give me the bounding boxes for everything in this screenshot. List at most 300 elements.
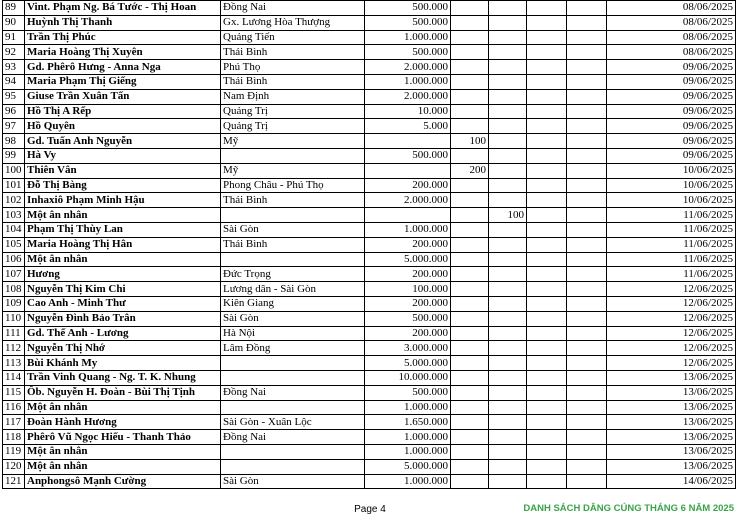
- donor-place: [221, 356, 365, 371]
- amount-col-4: [567, 356, 607, 371]
- amount-col-1: [451, 60, 489, 75]
- row-number: 94: [3, 74, 25, 89]
- amount-col-4: [567, 15, 607, 30]
- amount-vnd: 3.000.000: [365, 341, 451, 356]
- donation-date: 11/06/2025: [607, 252, 736, 267]
- donation-date: 11/06/2025: [607, 222, 736, 237]
- donor-name: Inhaxiô Phạm Minh Hậu: [25, 193, 221, 208]
- donation-date: 08/06/2025: [607, 45, 736, 60]
- donation-date: 11/06/2025: [607, 267, 736, 282]
- amount-vnd: 1.650.000: [365, 415, 451, 430]
- donor-name: Maria Hoàng Thị Hân: [25, 237, 221, 252]
- donation-date: 10/06/2025: [607, 193, 736, 208]
- amount-col-1: [451, 400, 489, 415]
- donor-place: Lương dân - Sài Gòn: [221, 282, 365, 297]
- donation-date: 12/06/2025: [607, 341, 736, 356]
- amount-col-4: [567, 282, 607, 297]
- amount-col-4: [567, 444, 607, 459]
- amount-col-2: [489, 119, 527, 134]
- donor-place: Mỹ: [221, 134, 365, 149]
- row-number: 95: [3, 89, 25, 104]
- amount-vnd: 5.000: [365, 119, 451, 134]
- amount-vnd: 1.000.000: [365, 444, 451, 459]
- amount-col-2: [489, 252, 527, 267]
- donation-date: 12/06/2025: [607, 326, 736, 341]
- amount-col-3: [527, 415, 567, 430]
- amount-vnd: 5.000.000: [365, 356, 451, 371]
- amount-vnd: 10.000: [365, 104, 451, 119]
- amount-col-3: [527, 430, 567, 445]
- row-number: 121: [3, 474, 25, 489]
- donor-place: Đồng Nai: [221, 385, 365, 400]
- amount-col-4: [567, 326, 607, 341]
- amount-col-3: [527, 74, 567, 89]
- donor-place: Quảng Trị: [221, 119, 365, 134]
- amount-col-2: [489, 104, 527, 119]
- donation-table-wrapper: [2, 0, 736, 489]
- amount-col-4: [567, 30, 607, 45]
- row-number: 99: [3, 148, 25, 163]
- donor-name: Maria Hoàng Thị Xuyên: [25, 45, 221, 60]
- donation-date: 09/06/2025: [607, 148, 736, 163]
- row-number: 102: [3, 193, 25, 208]
- amount-col-3: [527, 459, 567, 474]
- row-number: 109: [3, 296, 25, 311]
- donation-date: 14/06/2025: [607, 474, 736, 489]
- donor-place: Thái Bình: [221, 45, 365, 60]
- amount-vnd: 500.000: [365, 15, 451, 30]
- amount-col-1: 100: [451, 134, 489, 149]
- amount-col-4: [567, 267, 607, 282]
- amount-col-3: [527, 89, 567, 104]
- amount-col-1: [451, 30, 489, 45]
- amount-col-1: [451, 89, 489, 104]
- table-row: [3, 459, 736, 474]
- amount-vnd: 1.000.000: [365, 74, 451, 89]
- amount-col-1: [451, 178, 489, 193]
- table-row: [3, 237, 736, 252]
- table-row: [3, 252, 736, 267]
- table-row: [3, 148, 736, 163]
- amount-col-3: [527, 400, 567, 415]
- amount-vnd: [365, 163, 451, 178]
- table-row: [3, 119, 736, 134]
- donor-name: Thiên Vân: [25, 163, 221, 178]
- amount-vnd: 500.000: [365, 385, 451, 400]
- amount-vnd: 500.000: [365, 148, 451, 163]
- amount-col-2: [489, 89, 527, 104]
- amount-col-4: [567, 341, 607, 356]
- donor-name: Bùi Khánh My: [25, 356, 221, 371]
- row-number: 100: [3, 163, 25, 178]
- donor-place: Đồng Nai: [221, 430, 365, 445]
- amount-col-3: [527, 104, 567, 119]
- amount-col-3: [527, 134, 567, 149]
- donation-date: 13/06/2025: [607, 444, 736, 459]
- amount-col-4: [567, 430, 607, 445]
- amount-vnd: 1.000.000: [365, 30, 451, 45]
- row-number: 106: [3, 252, 25, 267]
- amount-col-2: [489, 444, 527, 459]
- table-row: [3, 222, 736, 237]
- donor-name: Trần Vinh Quang - Ng. T. K. Nhung: [25, 370, 221, 385]
- amount-col-4: [567, 459, 607, 474]
- amount-col-2: [489, 30, 527, 45]
- donor-place: Hà Nội: [221, 326, 365, 341]
- donor-name: Hồ Thị A Rếp: [25, 104, 221, 119]
- amount-vnd: 1.000.000: [365, 400, 451, 415]
- amount-vnd: 200.000: [365, 178, 451, 193]
- table-row: [3, 282, 736, 297]
- amount-col-1: [451, 74, 489, 89]
- amount-col-1: [451, 1, 489, 16]
- amount-col-2: [489, 296, 527, 311]
- donation-date: 09/06/2025: [607, 119, 736, 134]
- amount-col-3: [527, 222, 567, 237]
- row-number: 117: [3, 415, 25, 430]
- table-row: [3, 400, 736, 415]
- amount-col-3: [527, 208, 567, 223]
- row-number: 98: [3, 134, 25, 149]
- amount-col-2: [489, 430, 527, 445]
- donor-name: Vint. Phạm Ng. Bá Tước - Thị Hoan: [25, 1, 221, 16]
- amount-col-2: [489, 267, 527, 282]
- table-row: [3, 341, 736, 356]
- amount-col-4: [567, 208, 607, 223]
- table-row: [3, 370, 736, 385]
- amount-col-1: [451, 296, 489, 311]
- row-number: 103: [3, 208, 25, 223]
- amount-col-1: 200: [451, 163, 489, 178]
- donation-date: 08/06/2025: [607, 15, 736, 30]
- table-row: [3, 60, 736, 75]
- donor-name: Hồ Quyên: [25, 119, 221, 134]
- row-number: 115: [3, 385, 25, 400]
- amount-col-4: [567, 1, 607, 16]
- donor-place: Đồng Nai: [221, 1, 365, 16]
- donor-name: Phạm Thị Thùy Lan: [25, 222, 221, 237]
- donation-date: 09/06/2025: [607, 89, 736, 104]
- amount-col-3: [527, 267, 567, 282]
- row-number: 116: [3, 400, 25, 415]
- table-row: [3, 474, 736, 489]
- amount-col-1: [451, 237, 489, 252]
- donor-name: Gd. Phêrô Hưng - Anna Nga: [25, 60, 221, 75]
- donation-date: 13/06/2025: [607, 385, 736, 400]
- amount-vnd: 200.000: [365, 267, 451, 282]
- amount-col-2: [489, 193, 527, 208]
- amount-vnd: 1.000.000: [365, 222, 451, 237]
- amount-col-4: [567, 385, 607, 400]
- amount-col-1: [451, 415, 489, 430]
- row-number: 113: [3, 356, 25, 371]
- donor-name: Một ân nhân: [25, 444, 221, 459]
- donor-name: Một ân nhân: [25, 459, 221, 474]
- amount-col-3: [527, 119, 567, 134]
- amount-col-4: [567, 60, 607, 75]
- amount-col-1: [451, 341, 489, 356]
- row-number: 114: [3, 370, 25, 385]
- donor-name: Huỳnh Thị Thanh: [25, 15, 221, 30]
- table-row: [3, 444, 736, 459]
- amount-col-1: [451, 15, 489, 30]
- amount-col-3: [527, 385, 567, 400]
- donation-date: 12/06/2025: [607, 356, 736, 371]
- amount-col-2: [489, 459, 527, 474]
- amount-col-4: [567, 370, 607, 385]
- row-number: 120: [3, 459, 25, 474]
- amount-col-4: [567, 400, 607, 415]
- donor-place: Quảng Trị: [221, 104, 365, 119]
- donor-place: Thái Bình: [221, 237, 365, 252]
- amount-col-4: [567, 193, 607, 208]
- row-number: 96: [3, 104, 25, 119]
- amount-col-1: [451, 208, 489, 223]
- donor-name: Nguyễn Thị Nhớ: [25, 341, 221, 356]
- amount-col-2: [489, 370, 527, 385]
- amount-col-4: [567, 178, 607, 193]
- amount-col-2: [489, 400, 527, 415]
- row-number: 105: [3, 237, 25, 252]
- amount-col-1: [451, 267, 489, 282]
- donation-date: 08/06/2025: [607, 1, 736, 16]
- donor-name: Gd. Thế Anh - Lương: [25, 326, 221, 341]
- amount-col-3: [527, 15, 567, 30]
- page-number: Page 4: [354, 504, 386, 515]
- row-number: 101: [3, 178, 25, 193]
- amount-col-2: [489, 474, 527, 489]
- amount-col-3: [527, 60, 567, 75]
- amount-col-3: [527, 30, 567, 45]
- amount-col-1: [451, 193, 489, 208]
- amount-vnd: 100.000: [365, 282, 451, 297]
- donation-date: 08/06/2025: [607, 30, 736, 45]
- amount-col-2: [489, 74, 527, 89]
- amount-col-4: [567, 163, 607, 178]
- amount-col-1: [451, 148, 489, 163]
- donation-date: 09/06/2025: [607, 134, 736, 149]
- amount-col-2: [489, 326, 527, 341]
- document-title: DANH SÁCH DÂNG CÚNG THÁNG 6 NĂM 2025: [523, 503, 734, 514]
- donation-date: 12/06/2025: [607, 311, 736, 326]
- donor-name: Trần Thị Phúc: [25, 30, 221, 45]
- row-number: 91: [3, 30, 25, 45]
- donation-date: 09/06/2025: [607, 60, 736, 75]
- table-row: [3, 415, 736, 430]
- donor-place: Quảng Tiến: [221, 30, 365, 45]
- donor-name: Một ân nhân: [25, 252, 221, 267]
- amount-vnd: 5.000.000: [365, 459, 451, 474]
- donor-place: Gx. Lương Hòa Thượng: [221, 15, 365, 30]
- row-number: 97: [3, 119, 25, 134]
- amount-col-4: [567, 89, 607, 104]
- amount-col-2: [489, 163, 527, 178]
- amount-col-2: [489, 1, 527, 16]
- donation-date: 13/06/2025: [607, 400, 736, 415]
- amount-vnd: 500.000: [365, 311, 451, 326]
- amount-col-1: [451, 222, 489, 237]
- amount-col-1: [451, 119, 489, 134]
- row-number: 118: [3, 430, 25, 445]
- amount-col-1: [451, 370, 489, 385]
- amount-col-3: [527, 311, 567, 326]
- row-number: 92: [3, 45, 25, 60]
- donor-place: [221, 400, 365, 415]
- donation-date: 11/06/2025: [607, 208, 736, 223]
- donor-place: Sài Gòn: [221, 311, 365, 326]
- donor-name: Nguyễn Thị Kim Chi: [25, 282, 221, 297]
- row-number: 119: [3, 444, 25, 459]
- amount-vnd: 1.000.000: [365, 474, 451, 489]
- amount-vnd: 10.000.000: [365, 370, 451, 385]
- amount-col-2: [489, 341, 527, 356]
- amount-col-4: [567, 474, 607, 489]
- table-row: [3, 193, 736, 208]
- donor-place: Mỹ: [221, 163, 365, 178]
- amount-col-3: [527, 45, 567, 60]
- donor-name: Anphongsô Mạnh Cường: [25, 474, 221, 489]
- amount-vnd: 2.000.000: [365, 193, 451, 208]
- donor-name: Maria Phạm Thị Giếng: [25, 74, 221, 89]
- table-row: [3, 104, 736, 119]
- amount-col-1: [451, 311, 489, 326]
- table-row: [3, 163, 736, 178]
- donor-place: Phong Châu - Phú Thọ: [221, 178, 365, 193]
- donor-name: Hà Vy: [25, 148, 221, 163]
- donor-name: Đoàn Hành Hương: [25, 415, 221, 430]
- amount-col-4: [567, 415, 607, 430]
- amount-vnd: 5.000.000: [365, 252, 451, 267]
- amount-col-3: [527, 237, 567, 252]
- donation-date: 11/06/2025: [607, 237, 736, 252]
- amount-col-4: [567, 45, 607, 60]
- amount-col-2: [489, 148, 527, 163]
- donor-place: [221, 148, 365, 163]
- amount-col-2: [489, 60, 527, 75]
- amount-col-2: [489, 356, 527, 371]
- amount-col-1: [451, 282, 489, 297]
- amount-col-3: [527, 148, 567, 163]
- donation-date: 09/06/2025: [607, 104, 736, 119]
- amount-vnd: 200.000: [365, 326, 451, 341]
- donor-name: Cao Anh - Minh Thư: [25, 296, 221, 311]
- donor-name: Một ân nhân: [25, 208, 221, 223]
- donor-place: Kiên Giang: [221, 296, 365, 311]
- table-row: [3, 356, 736, 371]
- amount-vnd: 500.000: [365, 1, 451, 16]
- amount-col-2: [489, 45, 527, 60]
- donor-place: Sài Gòn - Xuân Lộc: [221, 415, 365, 430]
- donor-name: Một ân nhân: [25, 400, 221, 415]
- donor-place: Nam Định: [221, 89, 365, 104]
- amount-col-3: [527, 1, 567, 16]
- amount-col-3: [527, 326, 567, 341]
- donor-place: [221, 444, 365, 459]
- table-row: [3, 430, 736, 445]
- amount-col-1: [451, 356, 489, 371]
- table-row: [3, 296, 736, 311]
- donor-place: [221, 459, 365, 474]
- amount-vnd: 2.000.000: [365, 60, 451, 75]
- row-number: 111: [3, 326, 25, 341]
- table-row: [3, 267, 736, 282]
- amount-col-1: [451, 474, 489, 489]
- table-row: [3, 311, 736, 326]
- table-row: [3, 74, 736, 89]
- donor-name: Ôb. Nguyễn H. Đoàn - Bùi Thị Tịnh: [25, 385, 221, 400]
- amount-vnd: [365, 134, 451, 149]
- amount-col-4: [567, 222, 607, 237]
- donation-date: 12/06/2025: [607, 296, 736, 311]
- table-row: [3, 134, 736, 149]
- amount-col-2: [489, 385, 527, 400]
- amount-col-3: [527, 356, 567, 371]
- amount-col-1: [451, 444, 489, 459]
- amount-col-2: [489, 134, 527, 149]
- table-row: [3, 30, 736, 45]
- table-row: [3, 178, 736, 193]
- amount-col-2: 100: [489, 208, 527, 223]
- table-row: [3, 45, 736, 60]
- donation-date: 12/06/2025: [607, 282, 736, 297]
- amount-col-2: [489, 222, 527, 237]
- amount-col-4: [567, 296, 607, 311]
- row-number: 89: [3, 1, 25, 16]
- amount-col-3: [527, 370, 567, 385]
- amount-col-2: [489, 311, 527, 326]
- amount-vnd: 2.000.000: [365, 89, 451, 104]
- donor-place: Thái Bình: [221, 193, 365, 208]
- donor-place: Đức Trọng: [221, 267, 365, 282]
- amount-col-4: [567, 104, 607, 119]
- amount-vnd: 500.000: [365, 45, 451, 60]
- amount-col-1: [451, 385, 489, 400]
- table-row: [3, 385, 736, 400]
- amount-col-3: [527, 178, 567, 193]
- donation-date: 13/06/2025: [607, 415, 736, 430]
- donor-name: Phêrô Vũ Ngọc Hiếu - Thanh Thảo: [25, 430, 221, 445]
- amount-col-1: [451, 430, 489, 445]
- amount-col-1: [451, 252, 489, 267]
- donation-date: 10/06/2025: [607, 163, 736, 178]
- amount-col-1: [451, 45, 489, 60]
- amount-col-2: [489, 15, 527, 30]
- amount-vnd: [365, 208, 451, 223]
- donor-place: Lâm Đồng: [221, 341, 365, 356]
- row-number: 93: [3, 60, 25, 75]
- donation-date: 10/06/2025: [607, 178, 736, 193]
- row-number: 110: [3, 311, 25, 326]
- donor-name: Gd. Tuấn Anh Nguyễn: [25, 134, 221, 149]
- row-number: 107: [3, 267, 25, 282]
- amount-col-3: [527, 163, 567, 178]
- amount-col-3: [527, 252, 567, 267]
- donation-date: 09/06/2025: [607, 74, 736, 89]
- donor-name: Giuse Trần Xuân Tấn: [25, 89, 221, 104]
- amount-col-4: [567, 119, 607, 134]
- amount-col-2: [489, 415, 527, 430]
- amount-col-3: [527, 474, 567, 489]
- donor-place: Sài Gòn: [221, 474, 365, 489]
- donation-date: 13/06/2025: [607, 459, 736, 474]
- amount-col-2: [489, 282, 527, 297]
- row-number: 104: [3, 222, 25, 237]
- amount-col-4: [567, 311, 607, 326]
- amount-col-1: [451, 326, 489, 341]
- donation-table: [2, 0, 736, 489]
- amount-col-3: [527, 296, 567, 311]
- donor-name: Nguyễn Đình Bảo Trân: [25, 311, 221, 326]
